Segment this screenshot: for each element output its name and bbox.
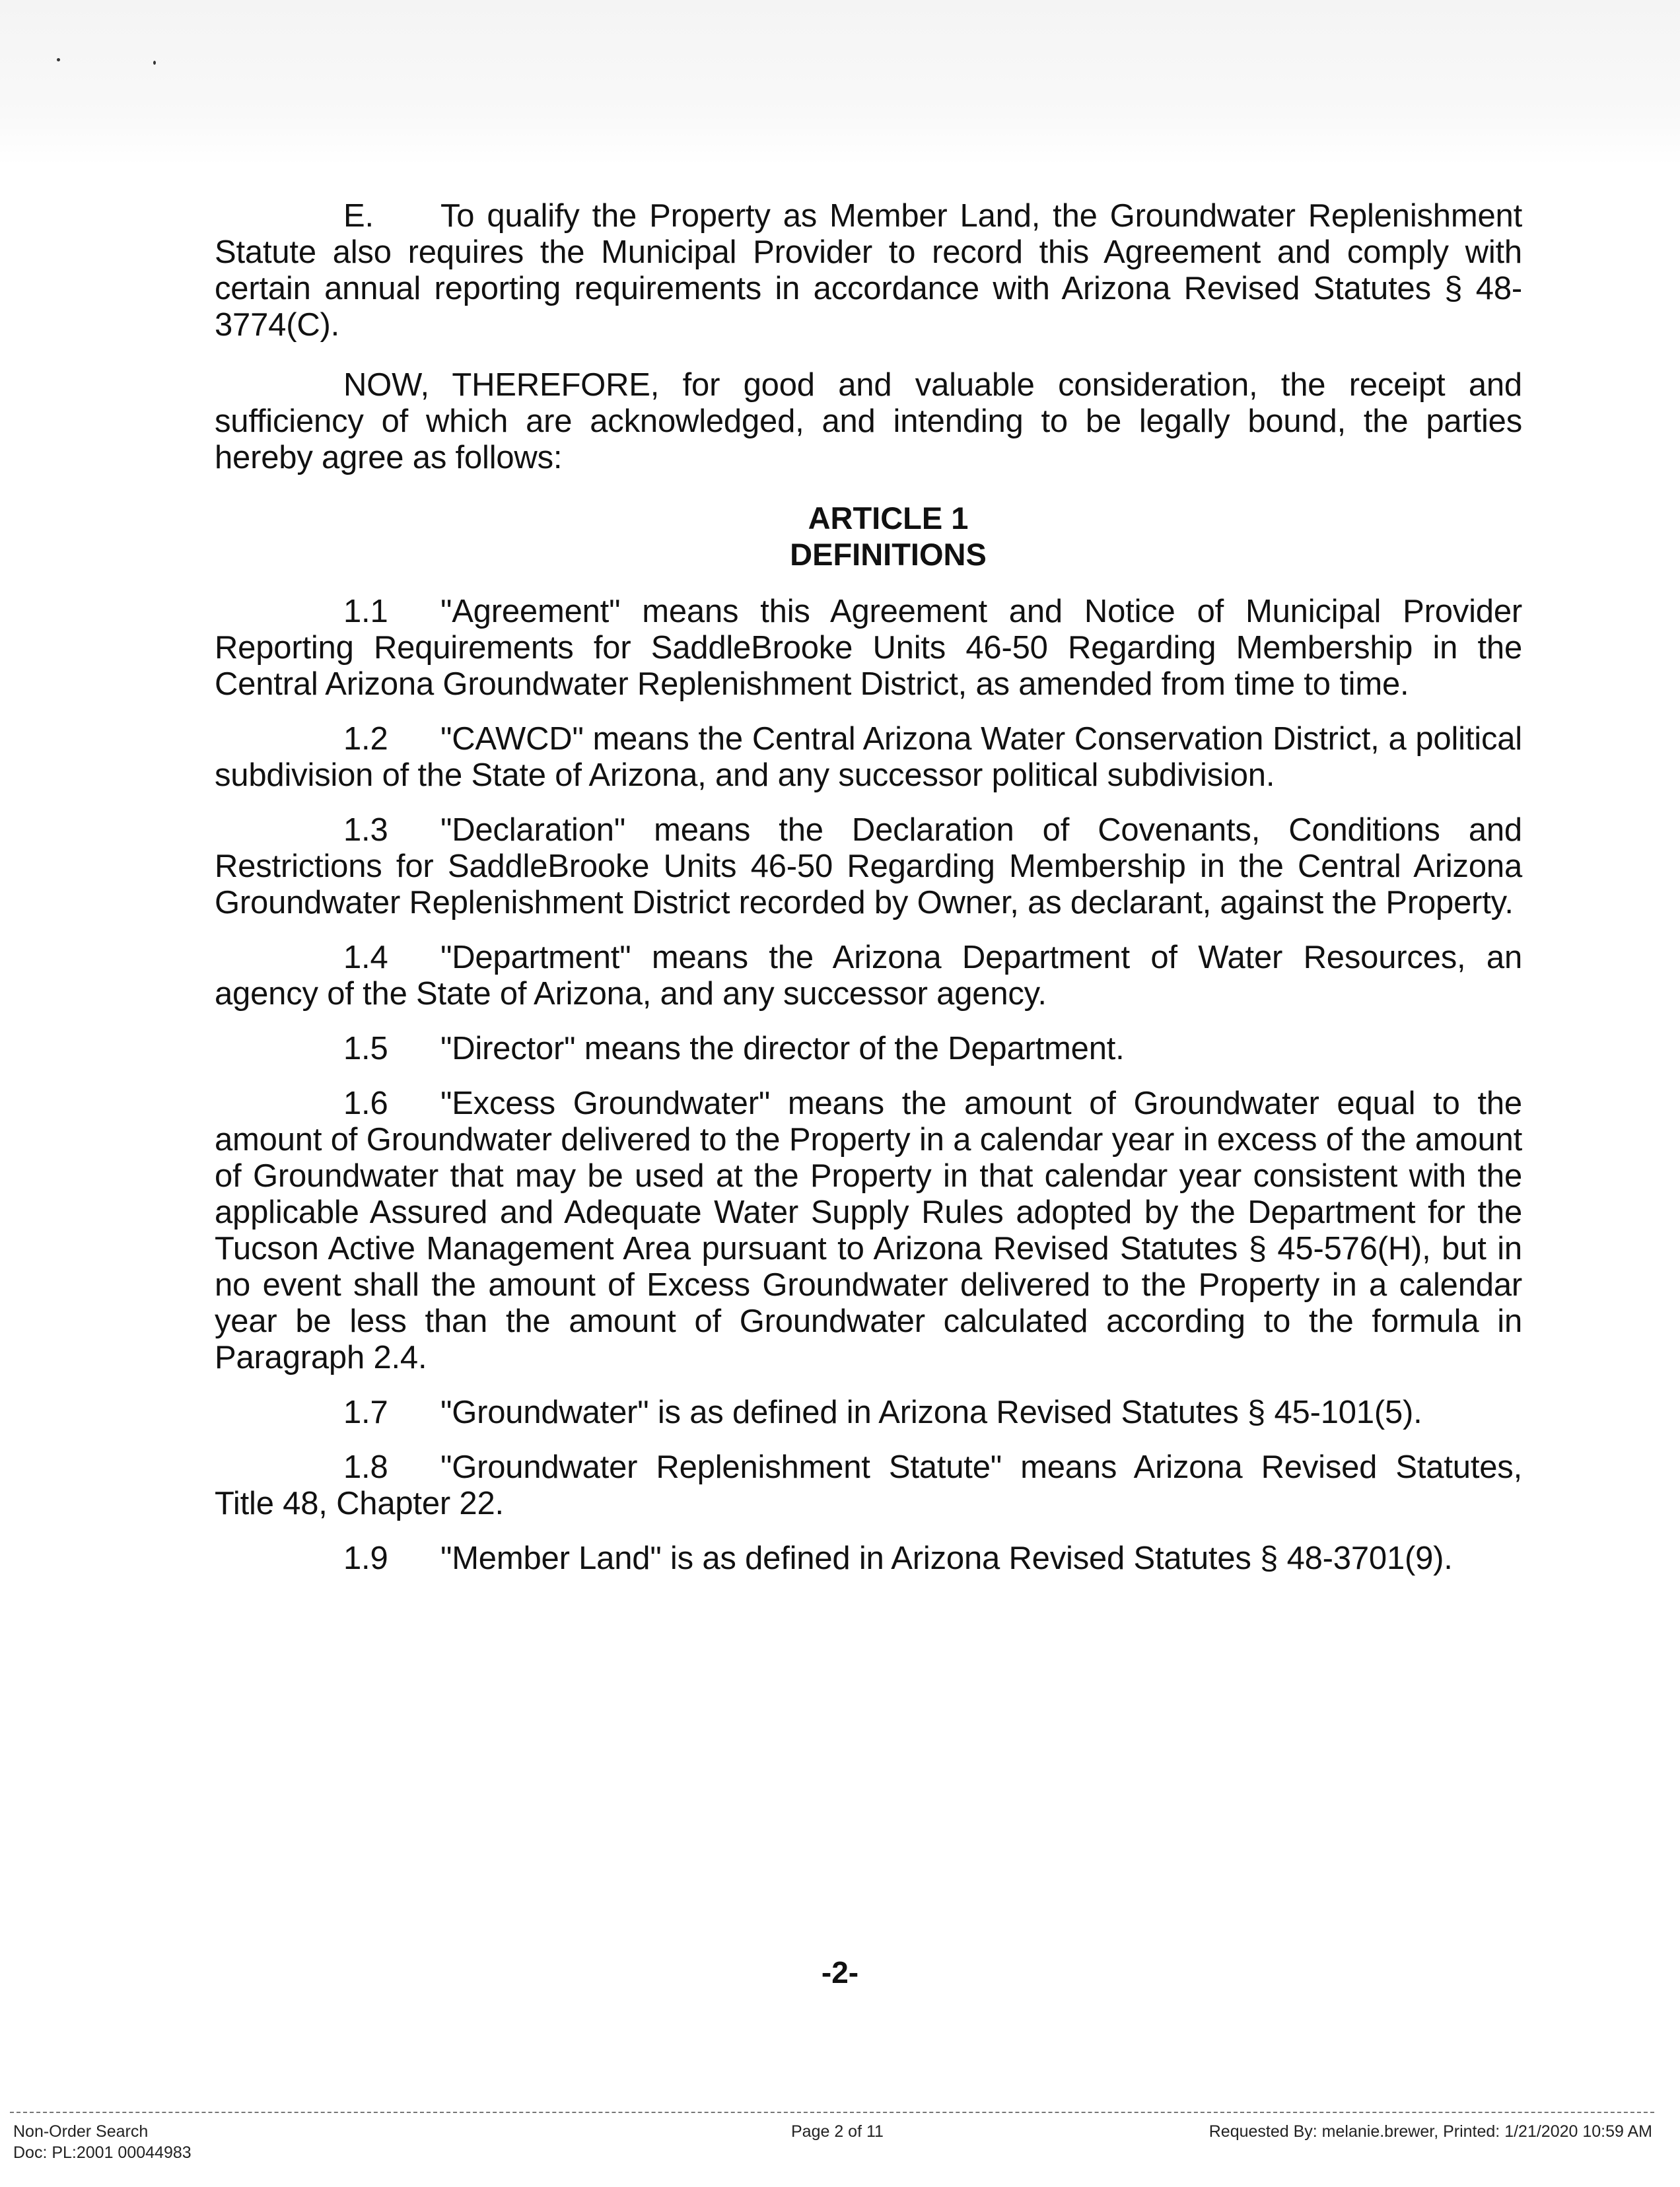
definition-text: "Director" means the director of the Department. [440,1031,1125,1066]
footer-divider [10,2112,1654,2113]
definition-text: "Groundwater Replenishment Statute" means Arizona Revised Statutes, Title 48, Chapter 22. [215,1449,1522,1521]
definition-item [215,1086,1522,1376]
definition-number: 1.1 [343,594,388,629]
scan-speck [153,61,156,65]
definition-number: 1.8 [343,1449,388,1485]
definition-text: "Groundwater" is as defined in Arizona Revised Statutes § 45-101(5). [440,1395,1422,1430]
footer-left [13,2121,192,2163]
definition-item [215,940,1522,1012]
definition-number: 1.5 [343,1031,388,1066]
definition-number: 1.6 [343,1086,388,1121]
footer-search-type: Non-Order Search [13,2122,149,2141]
footer-page-count: Page 2 of 11 [791,2122,884,2141]
now-therefore-paragraph: NOW, THEREFORE, for good and valuable consideration, the receipt and sufficiency of which are acknowledged, and intending to be legally bound, the parties hereby agree as follows: [215,367,1522,475]
definition-number: 1.4 [343,940,388,975]
paragraph-text: To qualify the Property as Member Land, the Groundwater Replenishment Statute also requires the Municipal Provider to record this Agreement and comply with certain annual reporting requirements in accordance with Arizona Revised Statutes § 48-3774(C). [215,198,1522,343]
paragraph-label: E. [343,198,374,234]
definition-item [215,594,1522,703]
definition-text: "Declaration" means the Declaration of Covenants, Conditions and Restrictions for SaddleBrooke Units 46-50 Regarding Membership in the Central Arizona Groundwater Replenishment District recorded by Owner, as declarant, against the Property. [215,812,1522,920]
definition-text: "Excess Groundwater" means the amount of Groundwater equal to the amount of Groundwater delivered to the Property in a calendar year in excess of the amount of Groundwater that may be used at the Property in that calendar year consistent with the applicable Assured and Adequate Water Supply Rules adopted by the Department for the Tucson Active Management Area pursuant to Arizona Revised Statutes § 45-576(H), but in no event shall the amount of Excess Groundwater delivered to the Property in a calendar year be less than the amount of Groundwater calculated according to the formula in Paragraph 2.4. [215,1086,1522,1375]
definition-text: "Agreement" means this Agreement and Notice of Municipal Provider Reporting Requirements for SaddleBrooke Units 46-50 Regarding Membership in the Central Arizona Groundwater Replenishment District, as amended from time to time. [215,594,1522,702]
definition-text: "CAWCD" means the Central Arizona Water Conservation District, a political subdivision of the State of Arizona, and any successor political subdivision. [215,721,1522,793]
definition-number: 1.7 [343,1395,388,1430]
footer-requested-by: Requested By: melanie.brewer, Printed: 1/21/2020 10:59 AM [1208,2122,1652,2141]
article-title: ARTICLE 1 [808,501,969,536]
footer-doc-id: Doc: PL:2001 00044983 [13,2143,192,2162]
definition-item [215,1541,1522,1577]
page-number: -2- [821,1955,859,1990]
definition-number: 1.2 [343,721,388,757]
article-subtitle: DEFINITIONS [790,537,987,572]
definition-number: 1.9 [343,1541,388,1576]
article-heading [215,500,1522,573]
definition-item [215,812,1522,921]
definition-text: "Department" means the Arizona Department of Water Resources, an agency of the State of Arizona, and any successor agency. [215,940,1522,1012]
definition-item [215,1395,1522,1431]
definition-number: 1.3 [343,812,388,848]
definition-item [215,1031,1522,1067]
definition-item [215,1449,1522,1522]
document-body [215,198,1522,1577]
paragraph-e [215,198,1522,343]
scan-speck [57,58,60,61]
definition-text: "Member Land" is as defined in Arizona Revised Statutes § 48-3701(9). [440,1541,1453,1576]
definition-item [215,721,1522,794]
scan-top-band [0,0,1680,165]
